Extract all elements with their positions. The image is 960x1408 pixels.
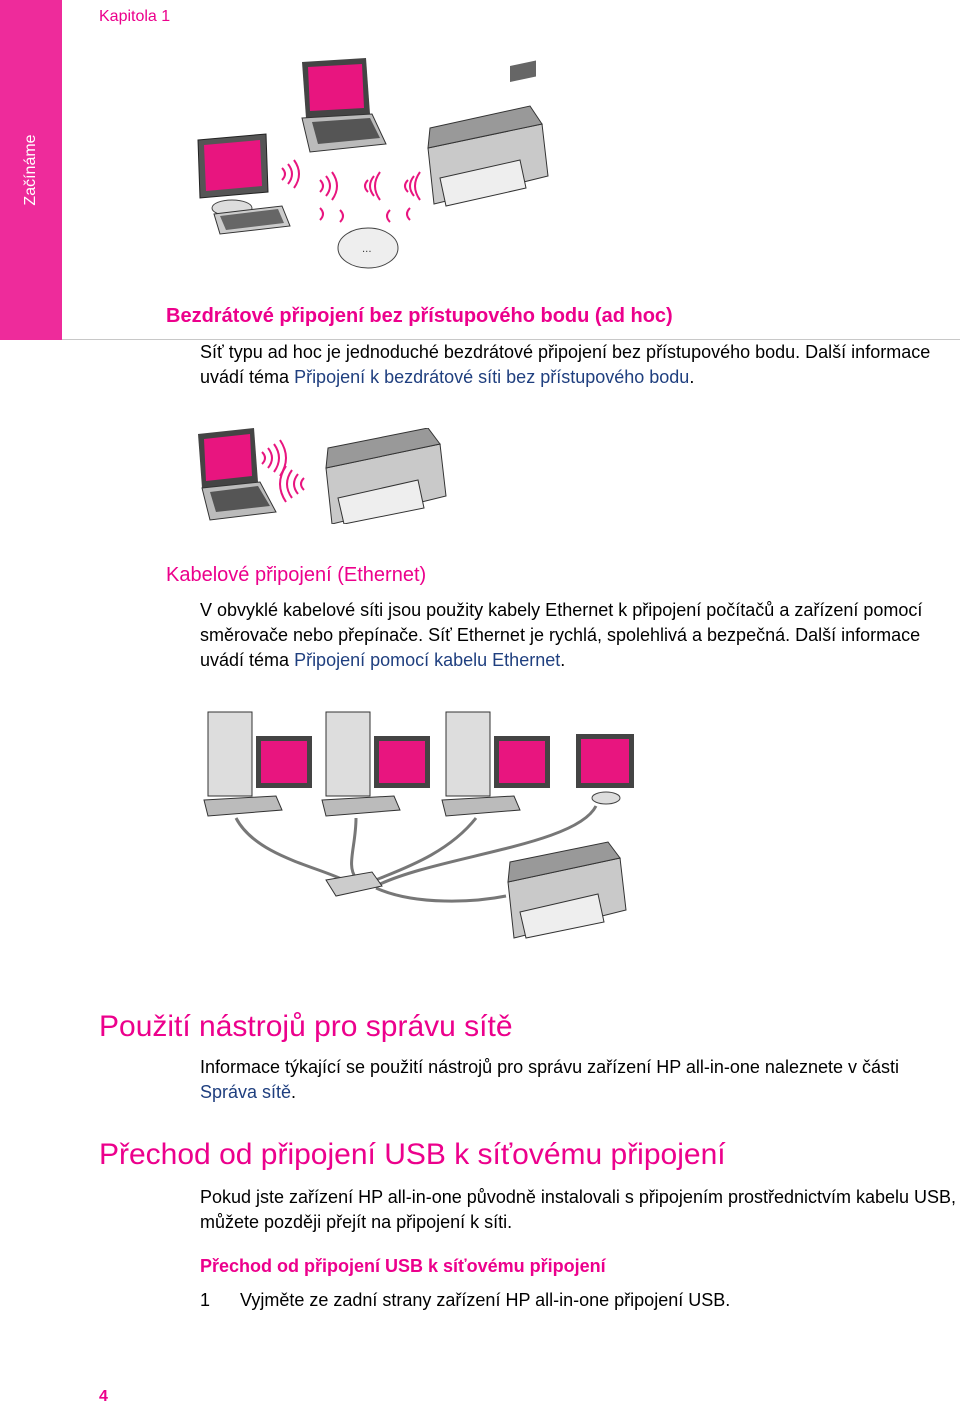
access-point-icon — [338, 228, 398, 268]
desktop-computer-icon — [204, 712, 312, 816]
ad-hoc-figure — [196, 428, 450, 524]
wireless-access-point-figure — [190, 58, 560, 278]
printer-icon — [508, 842, 626, 938]
chapter-label: Kapitola 1 — [99, 8, 171, 25]
desktop-computer-icon — [576, 734, 634, 804]
ethernet-paragraph: V obvyklé kabelové síti jsou použity kabely Ethernet k připojení počítačů a zařízení pomocí směrovače nebo přepínače. Síť Ethernet je rychlá, spolehlivá a bezpečná. Další informace uvádí téma Připojení pomocí kabelu Ethernet. — [200, 600, 923, 670]
tools-link[interactable]: Správa sítě — [200, 1082, 292, 1102]
adhoc-paragraph: Síť typu ad hoc je jednoduché bezdrátové připojení bez přístupového bodu. Další informace uvádí téma Připojení k bezdrátové síti bez přístupového bodu. — [200, 342, 931, 387]
step-number: 1 — [200, 1290, 211, 1310]
laptop-icon — [198, 428, 276, 520]
tools-heading: Použití nástrojů pro správu sítě — [99, 1010, 513, 1043]
svg-text:...: ... — [362, 244, 372, 255]
page-number: 4 — [99, 1388, 108, 1405]
step-text: Vyjměte ze zadní strany zařízení HP all-in-one připojení USB. — [240, 1290, 731, 1310]
printer-icon — [326, 428, 446, 524]
desktop-computer-icon — [442, 712, 550, 816]
laptop-icon — [302, 58, 386, 152]
ethernet-link[interactable]: Připojení pomocí kabelu Ethernet — [294, 650, 561, 670]
side-tab — [0, 0, 62, 340]
tools-paragraph: Informace týkající se použití nástrojů pro správu zařízení HP all-in-one naleznete v části Správa sítě. — [200, 1057, 900, 1102]
ethernet-heading: Kabelové připojení (Ethernet) — [166, 564, 427, 586]
adhoc-heading: Bezdrátové připojení bez přístupového bodu (ad hoc) — [166, 305, 673, 327]
usb-heading: Přechod od připojení USB k síťovému připojení — [99, 1138, 726, 1171]
desktop-computer-icon — [322, 712, 430, 816]
printer-icon — [428, 60, 548, 206]
desktop-computer-icon — [198, 134, 290, 234]
usb-subheading: Přechod od připojení USB k síťovému připojení — [200, 1256, 606, 1276]
wireless-signal-icon — [262, 440, 304, 502]
ethernet-network-figure — [196, 706, 640, 942]
adhoc-link[interactable]: Připojení k bezdrátové síti bez přístupového bodu — [294, 367, 690, 387]
usb-paragraph: Pokud jste zařízení HP all-in-one původně instalovali s připojením prostřednictvím kabelu USB, můžete později přejít na připojení k síti. — [200, 1187, 957, 1232]
step-1 — [200, 1290, 730, 1311]
side-tab-label: Začínáme — [22, 134, 39, 206]
wireless-signal-icon — [282, 160, 420, 222]
